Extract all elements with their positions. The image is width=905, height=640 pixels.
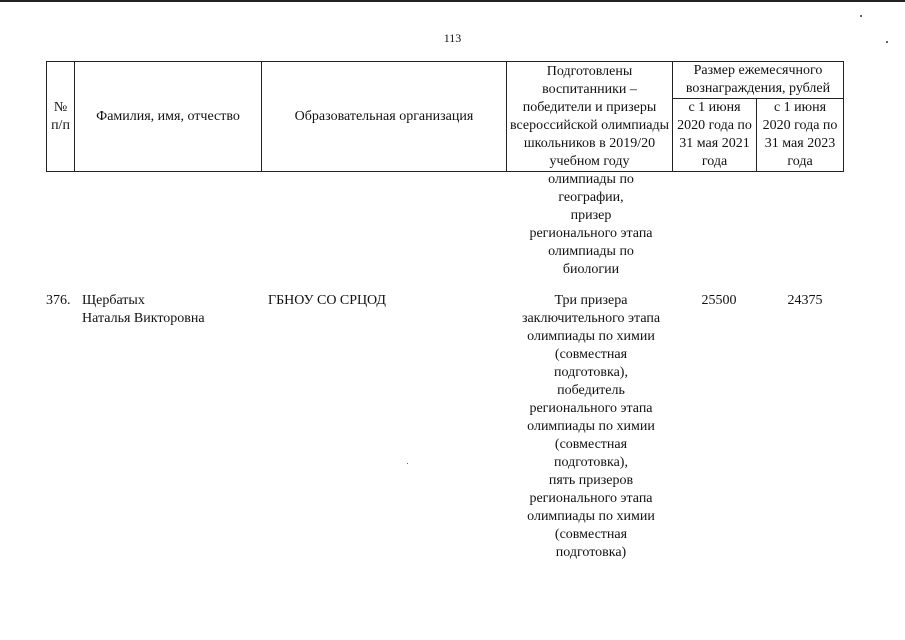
name-line: Наталья Викторовна [82, 311, 205, 326]
row-amount-period-1: 25500 [701, 293, 737, 308]
scan-speck [407, 463, 408, 464]
text-line: олимпиады по химии [527, 419, 655, 434]
row-organization: ГБНОУ СО СРЦОД [268, 293, 386, 308]
header-col-organization: Образовательная организация [262, 62, 507, 172]
top-border-line [0, 0, 905, 2]
page-number: 113 [443, 31, 462, 45]
header-col-number: № п/п [47, 62, 75, 172]
row-full-name [82, 292, 272, 328]
text-line: призер [570, 208, 612, 223]
text-line: олимпиады по химии [527, 509, 655, 524]
continuation-achievements [506, 171, 676, 279]
header-col-period-2: с 1 июня 2020 года по 31 мая 2023 года [757, 99, 844, 172]
text-line: олимпиады по [548, 172, 634, 187]
scan-speck [860, 15, 862, 17]
text-line: подготовка), [554, 455, 628, 470]
text-line: Три призера [554, 293, 628, 308]
row-amount-period-2: 24375 [787, 293, 823, 308]
text-line: регионального этапа [529, 491, 653, 506]
text-line: биологии [562, 262, 620, 277]
header-col-name: Фамилия, имя, отчество [75, 62, 262, 172]
text-line: подготовка) [555, 545, 627, 560]
text-line: географии, [558, 190, 624, 205]
text-line: победитель [557, 383, 625, 398]
text-line: (совместная [554, 527, 628, 542]
name-line: Щербатых [82, 293, 145, 308]
text-line: (совместная [554, 437, 628, 452]
header-col-award-group: Размер ежемесячного вознаграждения, рублей [673, 62, 844, 99]
text-line: олимпиады по химии [527, 329, 655, 344]
text-line: (совместная [554, 347, 628, 362]
text-line: олимпиады по [548, 244, 634, 259]
row-number: 376. [46, 293, 71, 308]
scan-speck [886, 41, 888, 43]
text-line: подготовка), [554, 365, 628, 380]
table-header [46, 61, 844, 172]
row-achievements [506, 292, 676, 562]
header-col-period-1: с 1 июня 2020 года по 31 мая 2021 года [673, 99, 757, 172]
text-line: регионального этапа [529, 401, 653, 416]
text-line: заключительного этапа [521, 311, 661, 326]
text-line: пять призеров [548, 473, 634, 488]
text-line: регионального этапа [529, 226, 653, 241]
header-col-prepared: Подготовлены воспитанники – победители и призеры всероссийской олимпиады школьников в 2019/20 учебном году [507, 62, 673, 172]
